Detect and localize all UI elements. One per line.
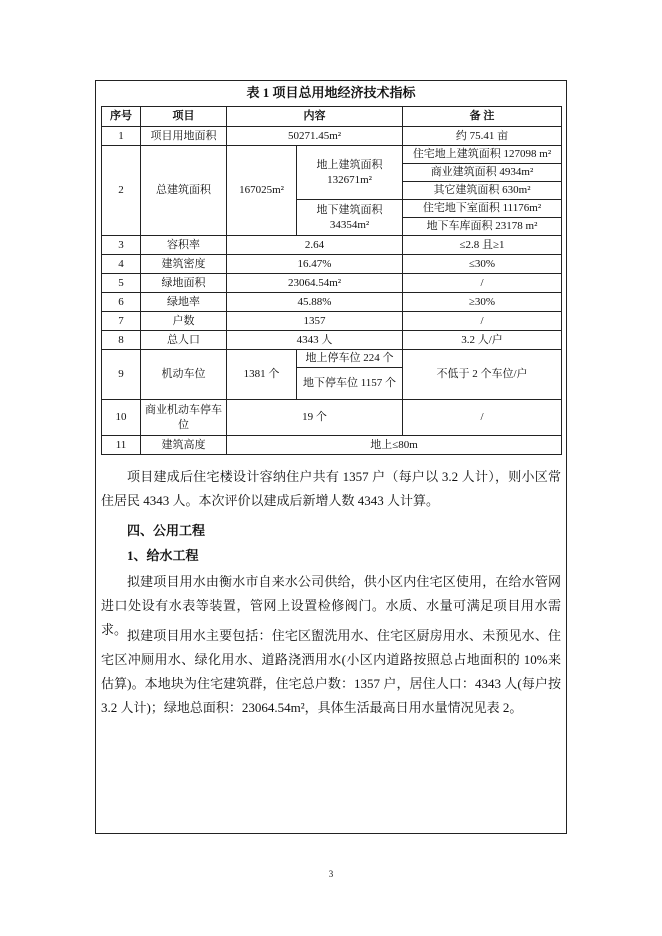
cell-item: 容积率 (141, 236, 227, 255)
cell-seq: 1 (102, 127, 141, 146)
cell-content: 4343 人 (227, 331, 403, 350)
cell-parking-below: 地下停车位 1157 个 (297, 368, 403, 400)
paragraph-population: 项目建成后住宅楼设计容纳住户共有 1357 户（每户以 3.2 人计），则小区常住居民 4343 人。本次评价以建成后新增人数 4343 人计算。 (101, 469, 561, 508)
cell-note: 不低于 2 个车位/户 (403, 350, 562, 400)
cell-item: 总建筑面积 (141, 146, 227, 236)
table-row (102, 274, 562, 293)
paragraph-water-source: 拟建项目用水由衡水市自来水公司供给，供小区内住宅区使用，在给水管网进口处设有水表等装置，管网上设置检修阀门。水质、水量可满足项目用水需求。 (101, 574, 561, 637)
cell-total: 1381 个 (227, 350, 297, 400)
cell-item: 建筑高度 (141, 436, 227, 455)
cell-seq: 5 (102, 274, 141, 293)
table-row (102, 255, 562, 274)
cell-note: 地下车库面积 23178 m² (403, 218, 562, 236)
cell-note: ≤30% (403, 255, 562, 274)
cell-item: 户数 (141, 312, 227, 331)
table-row (102, 146, 562, 164)
cell-note: / (403, 312, 562, 331)
header-content: 内容 (227, 107, 403, 127)
cell-item: 商业机动车停车位 (141, 400, 227, 436)
cell-note: 3.2 人/户 (403, 331, 562, 350)
cell-seq: 11 (102, 436, 141, 455)
table-caption: 表 1 项目总用地经济技术指标 (246, 85, 416, 100)
table-row (102, 400, 562, 436)
above-ground-label: 地上建筑面积 (316, 158, 383, 171)
cell-seq: 10 (102, 400, 141, 436)
cell-seq: 8 (102, 331, 141, 350)
cell-content: 2.64 (227, 236, 403, 255)
cell-note: 其它建筑面积 630m² (403, 182, 562, 200)
cell-content: 1357 (227, 312, 403, 331)
tech-index-table (101, 106, 562, 455)
cell-content: 19 个 (227, 400, 403, 436)
cell-seq: 4 (102, 255, 141, 274)
cell-note: / (403, 274, 562, 293)
cell-content: 23064.54m² (227, 274, 403, 293)
cell-note: 住宅地上建筑面积 127098 m² (403, 146, 562, 164)
header-seq: 序号 (102, 107, 141, 127)
cell-note: ≥30% (403, 293, 562, 312)
below-ground-label: 地下建筑面积 (316, 203, 383, 216)
cell-seq: 3 (102, 236, 141, 255)
table-row (102, 236, 562, 255)
table-row (102, 312, 562, 331)
cell-content: 16.47% (227, 255, 403, 274)
paragraph-water-usage: 拟建项目用水主要包括：住宅区盥洗用水、住宅区厨房用水、未预见水、住宅区冲厕用水、绿化用水、道路浇洒用水(小区内道路按照总占地面积的 10%来估算)。本地块为住宅建筑群，住宅总户数：1357 户，居住人口：4343 人(每户按 3.2 人计)；绿地总面积：23064.54m²，具体生活最高日用水量情况见表 2。 (101, 628, 561, 715)
table-row (102, 127, 562, 146)
cell-content: 50271.45m² (227, 127, 403, 146)
cell-item: 总人口 (141, 331, 227, 350)
cell-seq: 2 (102, 146, 141, 236)
cell-above-ground (297, 146, 403, 200)
table-row (102, 350, 562, 368)
cell-seq: 9 (102, 350, 141, 400)
cell-note: 住宅地下室面积 11176m² (403, 200, 562, 218)
cell-item: 建筑密度 (141, 255, 227, 274)
table-row (102, 331, 562, 350)
table-row (102, 436, 562, 455)
table-header-row (102, 107, 562, 127)
cell-content: 45.88% (227, 293, 403, 312)
cell-content: 地上≤80m (227, 436, 562, 455)
table-row (102, 293, 562, 312)
cell-item: 绿地率 (141, 293, 227, 312)
cell-item: 绿地面积 (141, 274, 227, 293)
heading-utilities: 四、公用工程 (127, 523, 206, 538)
cell-seq: 6 (102, 293, 141, 312)
cell-total: 167025m² (227, 146, 297, 236)
cell-item: 机动车位 (141, 350, 227, 400)
cell-note: / (403, 400, 562, 436)
heading-water-supply: 1、给水工程 (127, 548, 199, 563)
cell-below-ground (297, 200, 403, 236)
cell-note: 约 75.41 亩 (403, 127, 562, 146)
below-ground-value: 34354m² (329, 218, 370, 231)
cell-item: 项目用地面积 (141, 127, 227, 146)
header-note: 备 注 (403, 107, 562, 127)
cell-note: 商业建筑面积 4934m² (403, 164, 562, 182)
header-item: 项目 (141, 107, 227, 127)
page-number: 3 (328, 869, 334, 879)
above-ground-value: 132671m² (327, 173, 372, 186)
cell-note: ≤2.8 且≥1 (403, 236, 562, 255)
cell-seq: 7 (102, 312, 141, 331)
cell-parking-above: 地上停车位 224 个 (297, 350, 403, 368)
